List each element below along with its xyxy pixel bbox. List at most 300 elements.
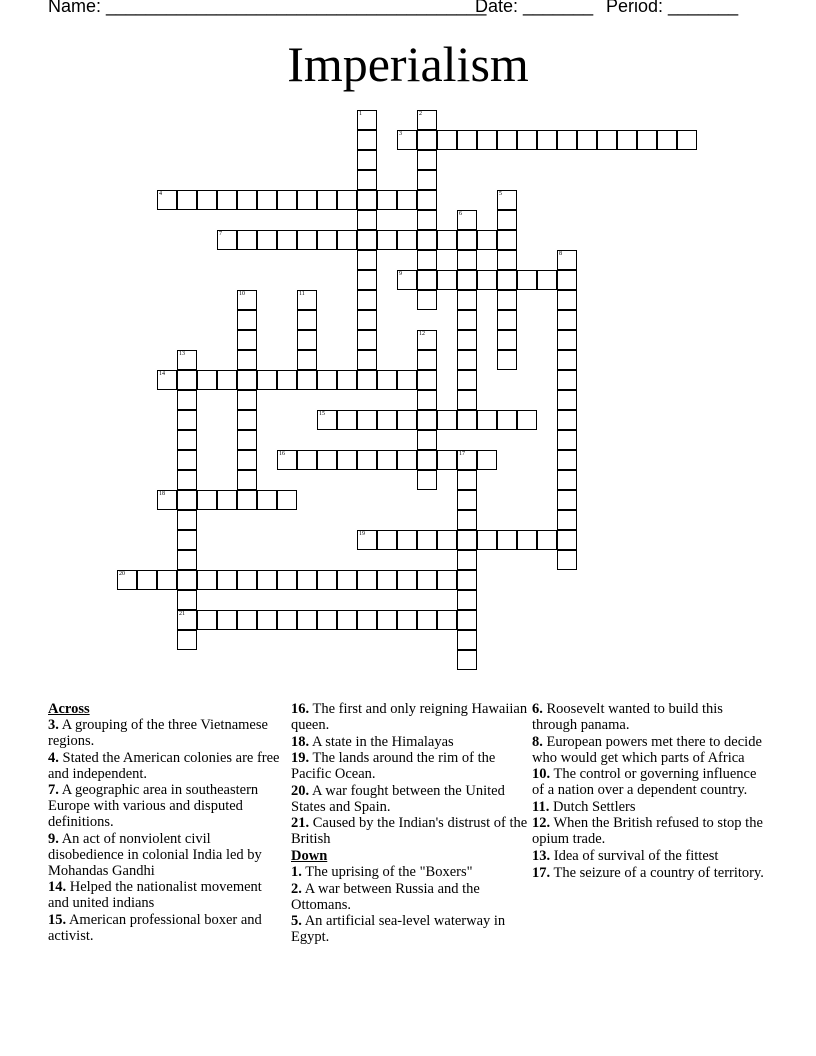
grid-cell[interactable] (557, 530, 577, 550)
grid-cell[interactable] (417, 270, 437, 290)
grid-cell[interactable] (497, 410, 517, 430)
grid-cell[interactable] (497, 270, 517, 290)
clue-item (532, 701, 770, 733)
grid-cell[interactable] (237, 230, 257, 250)
clue-text: European powers met there to decide who would get which parts of Africa (532, 733, 762, 766)
clue-item (291, 864, 529, 880)
clue-number: 15. (48, 911, 67, 928)
grid-cell[interactable] (557, 270, 577, 290)
grid-cell[interactable] (237, 450, 257, 470)
grid-cell[interactable] (457, 650, 477, 670)
grid-cell[interactable] (517, 130, 537, 150)
clue-text: American professional boxer and activist. (48, 911, 262, 944)
grid-cell[interactable] (277, 370, 297, 390)
clue-item (291, 783, 529, 815)
grid-cell[interactable] (177, 630, 197, 650)
period-line[interactable]: Period: _______ (606, 0, 739, 16)
grid-cell[interactable] (297, 290, 317, 310)
clue-item (532, 815, 770, 847)
grid-cell[interactable] (157, 370, 177, 390)
grid-cell[interactable] (457, 470, 477, 490)
clue-number: 14. (48, 879, 67, 896)
grid-cell[interactable] (177, 430, 197, 450)
grid-cell[interactable] (417, 410, 437, 430)
grid-cell[interactable] (457, 550, 477, 570)
grid-cell[interactable] (297, 350, 317, 370)
grid-cell[interactable] (497, 130, 517, 150)
grid-cell[interactable] (457, 330, 477, 350)
grid-cell[interactable] (237, 390, 257, 410)
grid-cell[interactable] (497, 210, 517, 230)
grid-cell[interactable] (397, 410, 417, 430)
grid-cell[interactable] (377, 570, 397, 590)
grid-cell[interactable] (377, 190, 397, 210)
grid-cell[interactable] (297, 570, 317, 590)
grid-cell[interactable] (417, 130, 437, 150)
grid-cell[interactable] (117, 570, 137, 590)
grid-cell[interactable] (457, 230, 477, 250)
grid-cell[interactable] (177, 530, 197, 550)
grid-cell[interactable] (557, 310, 577, 330)
grid-cell[interactable] (457, 410, 477, 430)
grid-cell[interactable] (357, 410, 377, 430)
grid-cell[interactable] (417, 170, 437, 190)
grid-cell[interactable] (457, 590, 477, 610)
grid-cell[interactable] (517, 410, 537, 430)
grid-cell[interactable] (437, 130, 457, 150)
clue-number: 2. (291, 880, 302, 897)
grid-cell[interactable] (357, 370, 377, 390)
clue-number: 20. (291, 782, 310, 799)
grid-cell[interactable] (157, 570, 177, 590)
grid-cell[interactable] (417, 610, 437, 630)
clue-number: 4. (48, 749, 59, 766)
grid-cell[interactable] (177, 610, 197, 630)
grid-cell[interactable] (277, 450, 297, 470)
grid-cell[interactable] (237, 470, 257, 490)
clue-number: 21 (179, 611, 185, 617)
grid-cell[interactable] (337, 570, 357, 590)
grid-cell[interactable] (557, 430, 577, 450)
grid-cell[interactable] (337, 610, 357, 630)
clue-text: Dutch Settlers (549, 798, 636, 815)
grid-cell[interactable] (197, 610, 217, 630)
clue-number: 17. (532, 864, 551, 881)
grid-cell[interactable] (357, 170, 377, 190)
clue-text: A geographic area in southeastern Europe with various and disputed definitions. (48, 782, 259, 831)
grid-cell[interactable] (417, 450, 437, 470)
grid-cell[interactable] (557, 330, 577, 350)
grid-cell[interactable] (557, 470, 577, 490)
grid-cell[interactable] (617, 130, 637, 150)
grid-cell[interactable] (337, 190, 357, 210)
grid-cell[interactable] (437, 530, 457, 550)
grid-cell[interactable] (317, 410, 337, 430)
grid-cell[interactable] (377, 230, 397, 250)
clue-number: 7 (219, 231, 222, 237)
grid-cell[interactable] (537, 270, 557, 290)
grid-cell[interactable] (377, 370, 397, 390)
clue-text: When the British refused to stop the opium trade. (532, 815, 763, 848)
grid-cell[interactable] (357, 210, 377, 230)
clue-text: The seizure of a country of territory. (550, 864, 764, 881)
grid-cell[interactable] (417, 150, 437, 170)
grid-cell[interactable] (437, 410, 457, 430)
grid-cell[interactable] (637, 130, 657, 150)
grid-cell[interactable] (357, 290, 377, 310)
grid-cell[interactable] (557, 370, 577, 390)
clue-text: A war fought between the United States and Spain. (291, 782, 505, 815)
grid-cell[interactable] (457, 390, 477, 410)
grid-cell[interactable] (257, 610, 277, 630)
grid-cell[interactable] (177, 590, 197, 610)
grid-cell[interactable] (397, 230, 417, 250)
grid-cell[interactable] (177, 510, 197, 530)
grid-cell[interactable] (417, 370, 437, 390)
grid-cell[interactable] (177, 450, 197, 470)
grid-cell[interactable] (357, 330, 377, 350)
clue-item (532, 865, 770, 881)
grid-cell[interactable] (237, 310, 257, 330)
grid-cell[interactable] (557, 290, 577, 310)
grid-cell[interactable] (437, 270, 457, 290)
grid-cell[interactable] (357, 450, 377, 470)
grid-cell[interactable] (457, 350, 477, 370)
grid-cell[interactable] (177, 370, 197, 390)
grid-cell[interactable] (457, 370, 477, 390)
grid-cell[interactable] (497, 230, 517, 250)
grid-cell[interactable] (217, 230, 237, 250)
clue-item (48, 782, 286, 830)
clue-item (291, 815, 529, 847)
grid-cell[interactable] (297, 310, 317, 330)
grid-cell[interactable] (417, 110, 437, 130)
grid-cell[interactable] (417, 230, 437, 250)
clue-item (532, 799, 770, 815)
clues-column-2 (291, 701, 529, 946)
clue-number: 9. (48, 830, 59, 847)
grid-cell[interactable] (237, 190, 257, 210)
grid-cell[interactable] (437, 570, 457, 590)
clue-text: An act of nonviolent civil disobedience in colonial India led by Mohandas Gandhi (48, 830, 262, 879)
grid-cell[interactable] (437, 610, 457, 630)
clue-item (48, 831, 286, 879)
grid-cell[interactable] (397, 530, 417, 550)
clue-number: 6 (459, 211, 462, 217)
grid-cell[interactable] (277, 230, 297, 250)
grid-cell[interactable] (217, 370, 237, 390)
date-line[interactable]: Date: _______ (475, 0, 594, 16)
clue-number: 10 (239, 291, 245, 297)
clue-item (48, 717, 286, 749)
grid-cell[interactable] (237, 350, 257, 370)
across-heading: Across (48, 701, 90, 717)
grid-cell[interactable] (397, 610, 417, 630)
clue-number: 19. (291, 750, 310, 767)
grid-cell[interactable] (177, 410, 197, 430)
grid-cell[interactable] (557, 390, 577, 410)
grid-cell[interactable] (357, 110, 377, 130)
grid-cell[interactable] (217, 190, 237, 210)
grid-cell[interactable] (237, 490, 257, 510)
clues-column-1 (48, 701, 286, 945)
grid-cell[interactable] (457, 510, 477, 530)
grid-cell[interactable] (397, 130, 417, 150)
clue-number: 13. (532, 847, 551, 864)
grid-cell[interactable] (397, 370, 417, 390)
grid-cell[interactable] (477, 410, 497, 430)
grid-cell[interactable] (197, 190, 217, 210)
grid-cell[interactable] (457, 610, 477, 630)
grid-cell[interactable] (417, 210, 437, 230)
grid-cell[interactable] (377, 410, 397, 430)
grid-cell[interactable] (457, 130, 477, 150)
clue-number: 3. (48, 717, 59, 733)
clue-item (532, 766, 770, 798)
grid-cell[interactable] (657, 130, 677, 150)
grid-cell[interactable] (317, 190, 337, 210)
grid-cell[interactable] (457, 270, 477, 290)
clue-number: 5 (499, 191, 502, 197)
clue-text: Roosevelt wanted to build this through panama. (532, 701, 723, 733)
grid-cell[interactable] (557, 410, 577, 430)
clue-number: 10. (532, 766, 551, 783)
grid-cell[interactable] (237, 430, 257, 450)
grid-cell[interactable] (357, 130, 377, 150)
grid-cell[interactable] (337, 230, 357, 250)
clue-number: 7. (48, 782, 59, 799)
grid-cell[interactable] (317, 610, 337, 630)
grid-cell[interactable] (437, 230, 457, 250)
grid-cell[interactable] (417, 190, 437, 210)
grid-cell[interactable] (357, 190, 377, 210)
grid-cell[interactable] (557, 250, 577, 270)
grid-cell[interactable] (557, 350, 577, 370)
grid-cell[interactable] (317, 450, 337, 470)
grid-cell[interactable] (517, 530, 537, 550)
grid-cell[interactable] (357, 250, 377, 270)
grid-cell[interactable] (257, 490, 277, 510)
grid-cell[interactable] (317, 230, 337, 250)
grid-cell[interactable] (217, 610, 237, 630)
grid-cell[interactable] (237, 330, 257, 350)
grid-cell[interactable] (177, 350, 197, 370)
grid-cell[interactable] (357, 610, 377, 630)
grid-cell[interactable] (177, 470, 197, 490)
clue-number: 13 (179, 351, 185, 357)
grid-cell[interactable] (417, 330, 437, 350)
grid-cell[interactable] (157, 490, 177, 510)
clue-number: 2 (419, 111, 422, 117)
grid-cell[interactable] (457, 450, 477, 470)
grid-cell[interactable] (337, 370, 357, 390)
grid-cell[interactable] (297, 230, 317, 250)
grid-cell[interactable] (537, 530, 557, 550)
grid-cell[interactable] (237, 570, 257, 590)
grid-cell[interactable] (277, 190, 297, 210)
clue-item (532, 848, 770, 864)
grid-cell[interactable] (297, 610, 317, 630)
clue-item (532, 734, 770, 766)
clue-item (291, 913, 529, 945)
grid-cell[interactable] (417, 390, 437, 410)
grid-cell[interactable] (257, 570, 277, 590)
clue-text: Helped the nationalist movement and united indians (48, 879, 262, 912)
grid-cell[interactable] (477, 530, 497, 550)
grid-cell[interactable] (237, 370, 257, 390)
grid-cell[interactable] (237, 410, 257, 430)
grid-cell[interactable] (557, 130, 577, 150)
clue-text: An artificial sea-level waterway in Egypt. (291, 913, 506, 946)
grid-cell[interactable] (497, 530, 517, 550)
grid-cell[interactable] (197, 490, 217, 510)
grid-cell[interactable] (297, 450, 317, 470)
grid-cell[interactable] (377, 610, 397, 630)
grid-cell[interactable] (177, 390, 197, 410)
grid-cell[interactable] (197, 370, 217, 390)
clue-text: A grouping of the three Vietnamese regions. (48, 717, 268, 749)
grid-cell[interactable] (217, 490, 237, 510)
grid-cell[interactable] (677, 130, 697, 150)
grid-cell[interactable] (177, 570, 197, 590)
clue-number: 3 (399, 131, 402, 137)
grid-cell[interactable] (277, 490, 297, 510)
grid-cell[interactable] (417, 250, 437, 270)
clue-number: 21. (291, 815, 310, 832)
clue-number: 11. (532, 798, 550, 815)
grid-cell[interactable] (317, 370, 337, 390)
grid-cell[interactable] (237, 290, 257, 310)
down-heading: Down (291, 847, 328, 864)
grid-cell[interactable] (337, 410, 357, 430)
clue-text: The first and only reigning Hawaiian queen. (291, 701, 528, 733)
clue-number: 12. (532, 815, 551, 832)
grid-cell[interactable] (197, 570, 217, 590)
clue-number: 20 (119, 571, 125, 577)
grid-cell[interactable] (177, 190, 197, 210)
clue-number: 18 (159, 491, 165, 497)
grid-cell[interactable] (177, 550, 197, 570)
grid-cell[interactable] (497, 190, 517, 210)
name-line[interactable]: Name: ______________________________________ (48, 0, 487, 16)
grid-cell[interactable] (417, 530, 437, 550)
grid-cell[interactable] (397, 270, 417, 290)
grid-cell[interactable] (457, 630, 477, 650)
grid-cell[interactable] (357, 350, 377, 370)
clue-text: The control or governing influence of a nation over a dependent country. (532, 766, 757, 799)
grid-cell[interactable] (497, 250, 517, 270)
clue-item (48, 750, 286, 782)
grid-cell[interactable] (557, 510, 577, 530)
grid-cell[interactable] (557, 490, 577, 510)
grid-cell[interactable] (377, 530, 397, 550)
grid-cell[interactable] (477, 270, 497, 290)
grid-cell[interactable] (337, 450, 357, 470)
grid-cell[interactable] (457, 210, 477, 230)
clue-number: 6. (532, 701, 543, 717)
grid-cell[interactable] (457, 310, 477, 330)
grid-cell[interactable] (457, 490, 477, 510)
grid-cell[interactable] (357, 310, 377, 330)
grid-cell[interactable] (357, 150, 377, 170)
grid-cell[interactable] (437, 450, 457, 470)
grid-cell[interactable] (217, 570, 237, 590)
clue-number: 19 (359, 531, 365, 537)
grid-cell[interactable] (477, 130, 497, 150)
grid-cell[interactable] (357, 270, 377, 290)
grid-cell[interactable] (557, 450, 577, 470)
clue-text: The uprising of the "Boxers" (301, 863, 473, 880)
clue-text: Idea of survival of the fittest (550, 847, 719, 864)
grid-cell[interactable] (237, 610, 257, 630)
clue-number: 11 (299, 291, 305, 297)
clue-item (291, 881, 529, 913)
grid-cell[interactable] (497, 290, 517, 310)
clue-number: 5. (291, 913, 302, 930)
grid-cell[interactable] (277, 570, 297, 590)
grid-cell[interactable] (497, 310, 517, 330)
grid-cell[interactable] (477, 450, 497, 470)
grid-cell[interactable] (477, 230, 497, 250)
grid-cell[interactable] (497, 350, 517, 370)
grid-cell[interactable] (137, 570, 157, 590)
grid-cell[interactable] (397, 450, 417, 470)
grid-cell[interactable] (257, 190, 277, 210)
clue-text: A war between Russia and the Ottomans. (291, 880, 480, 913)
grid-cell[interactable] (417, 430, 437, 450)
clue-number: 14 (159, 371, 165, 377)
grid-cell[interactable] (457, 530, 477, 550)
grid-cell[interactable] (157, 190, 177, 210)
grid-cell[interactable] (557, 550, 577, 570)
grid-cell[interactable] (297, 190, 317, 210)
grid-cell[interactable] (357, 230, 377, 250)
grid-cell[interactable] (377, 450, 397, 470)
grid-cell[interactable] (417, 350, 437, 370)
grid-cell[interactable] (577, 130, 597, 150)
grid-cell[interactable] (417, 470, 437, 490)
clue-item (48, 912, 286, 944)
grid-cell[interactable] (357, 530, 377, 550)
grid-cell[interactable] (257, 230, 277, 250)
clue-number: 1 (359, 111, 362, 117)
grid-cell[interactable] (297, 370, 317, 390)
grid-cell[interactable] (417, 570, 437, 590)
grid-cell[interactable] (517, 270, 537, 290)
grid-cell[interactable] (497, 330, 517, 350)
grid-cell[interactable] (457, 570, 477, 590)
grid-cell[interactable] (397, 570, 417, 590)
grid-cell[interactable] (597, 130, 617, 150)
grid-cell[interactable] (537, 130, 557, 150)
clue-item (48, 879, 286, 911)
clue-item (291, 701, 529, 733)
clue-number: 16. (291, 701, 310, 717)
clue-text: The lands around the rim of the Pacific Ocean. (291, 750, 496, 783)
grid-cell[interactable] (457, 250, 477, 270)
grid-cell[interactable] (257, 370, 277, 390)
clue-number: 4 (159, 191, 162, 197)
grid-cell[interactable] (297, 330, 317, 350)
grid-cell[interactable] (417, 290, 437, 310)
grid-cell[interactable] (457, 290, 477, 310)
grid-cell[interactable] (277, 610, 297, 630)
grid-cell[interactable] (357, 570, 377, 590)
grid-cell[interactable] (317, 570, 337, 590)
grid-cell[interactable] (397, 190, 417, 210)
clue-number: 9 (399, 271, 402, 277)
grid-cell[interactable] (177, 490, 197, 510)
